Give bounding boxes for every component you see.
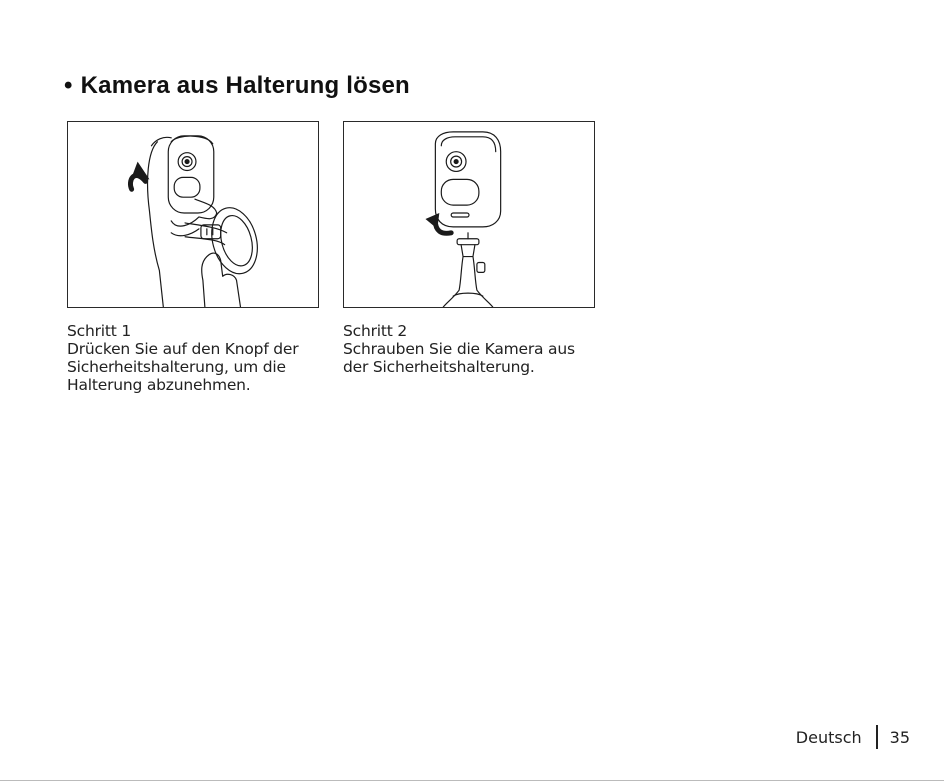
rotate-arrowhead-icon	[132, 162, 150, 180]
page-number: 35	[889, 727, 910, 747]
camera-icon	[435, 132, 500, 227]
step-1-line-1: Drücken Sie auf den Knopf der	[67, 340, 299, 358]
step-2-caption	[343, 322, 613, 376]
bottom-divider	[0, 780, 944, 781]
step-1-line-3: Halterung abzunehmen.	[67, 376, 251, 394]
mount-icon	[185, 203, 264, 279]
stand-icon	[443, 233, 492, 307]
page-footer	[796, 725, 910, 749]
step-1-caption	[67, 322, 337, 394]
footer-language: Deutsch	[795, 727, 862, 747]
heading-title: Kamera aus Halterung lösen	[80, 72, 410, 99]
heading-bullet: •	[64, 72, 73, 99]
camera-icon	[168, 136, 214, 213]
step-1-illustration	[67, 121, 319, 308]
step-2-label: Schritt 2	[343, 322, 408, 340]
hand-right-icon	[202, 253, 241, 307]
step-1-label: Schritt 1	[67, 322, 132, 340]
footer-separator	[876, 725, 878, 749]
step-2-line-1: Schrauben Sie die Kamera aus	[343, 340, 575, 358]
step-1-line-2: Sicherheitshalterung, um die	[67, 358, 286, 376]
rotate-arrowhead-icon	[425, 213, 439, 229]
section-heading	[64, 72, 410, 100]
step-2-illustration	[343, 121, 595, 308]
step-2-line-2: der Sicherheitshalterung.	[343, 358, 535, 376]
